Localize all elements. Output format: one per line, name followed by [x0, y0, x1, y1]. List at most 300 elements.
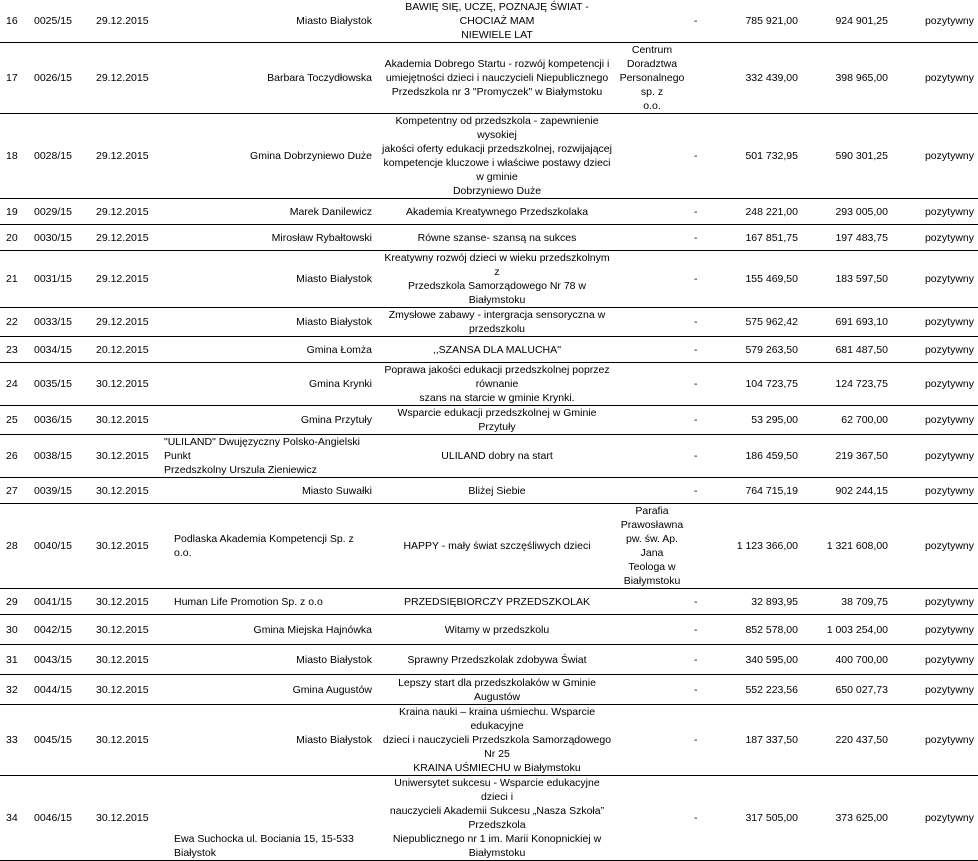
grant-amount-text: 579 263,50 [745, 343, 798, 356]
dash-marker-text: - [694, 623, 698, 636]
application-number [30, 675, 94, 705]
submission-date-text: 30.12.2015 [96, 623, 149, 636]
grant-amount [726, 199, 802, 225]
application-number-text: 0045/15 [34, 734, 72, 746]
grant-amount-text: 248 221,00 [745, 205, 798, 218]
row-number-text: 26 [6, 450, 18, 462]
table-row [0, 615, 978, 645]
project-title [380, 776, 614, 861]
evaluation-result-text: pozytywny [924, 343, 974, 356]
total-amount-text: 691 693,10 [835, 316, 888, 328]
total-amount [802, 478, 896, 504]
dash-marker [690, 199, 726, 225]
dash-marker [690, 675, 726, 705]
project-title-text: Kreatywny rozwój dzieci w wieku przedszkolnym z Przedszkola Samorządowego Nr 78 w Białymstoku [384, 252, 610, 306]
table-row [0, 43, 978, 114]
applicant-name [160, 406, 380, 435]
row-number-text: 17 [6, 72, 18, 84]
dash-marker-text: - [694, 812, 698, 824]
grant-amount [726, 43, 802, 114]
row-number-text: 16 [6, 15, 18, 27]
project-title [380, 406, 614, 435]
evaluation-result [896, 43, 978, 114]
evaluation-result-text: pozytywny [924, 414, 974, 426]
evaluation-result-text: pozytywny [924, 812, 974, 824]
applicant-name-text: Miasto Białystok [296, 273, 372, 285]
dash-marker [690, 406, 726, 435]
table-row [0, 504, 978, 589]
application-number-text: 0028/15 [34, 150, 72, 162]
project-title [380, 645, 614, 675]
table-row [0, 589, 978, 615]
project-title-text: Bliżej Siebie [468, 484, 526, 497]
row-number [0, 776, 30, 861]
submission-date [94, 615, 160, 645]
applicant-name [160, 363, 380, 406]
application-number [30, 504, 94, 589]
row-number [0, 615, 30, 645]
total-amount [802, 114, 896, 199]
grant-amount [726, 363, 802, 406]
applicant-name-text: Gmina Miejska Hajnówka [253, 623, 372, 636]
evaluation-result [896, 114, 978, 199]
applicant-name-text: Miasto Białystok [296, 15, 372, 27]
dash-marker-text: - [694, 595, 698, 608]
total-amount [802, 337, 896, 363]
dash-marker [690, 615, 726, 645]
application-number-text: 0039/15 [34, 484, 72, 497]
total-amount-text: 650 027,73 [835, 683, 888, 696]
dash-marker [690, 363, 726, 406]
project-title [380, 615, 614, 645]
applicant-name [160, 225, 380, 251]
dash-marker [690, 478, 726, 504]
submission-date [94, 705, 160, 776]
total-amount-text: 219 367,50 [835, 450, 888, 462]
partner-name-text: Parafia Prawosławna pw. św. Ap. Jana Teologa w Białymstoku [620, 505, 684, 587]
application-number [30, 43, 94, 114]
application-number-text: 0044/15 [34, 683, 72, 696]
application-number-text: 0046/15 [34, 812, 72, 824]
dash-marker [690, 225, 726, 251]
dash-marker [690, 705, 726, 776]
applicant-name [160, 435, 380, 478]
row-number-text: 18 [6, 150, 18, 162]
evaluation-result-text: pozytywny [924, 15, 974, 27]
submission-date-text: 30.12.2015 [96, 450, 149, 462]
project-title [380, 43, 614, 114]
project-title [380, 251, 614, 308]
grant-amount-text: 785 921,00 [745, 15, 798, 27]
grant-amount-text: 764 715,19 [745, 484, 798, 497]
row-number [0, 406, 30, 435]
project-title [380, 337, 614, 363]
row-number [0, 363, 30, 406]
total-amount-text: 183 597,50 [835, 273, 888, 285]
total-amount [802, 645, 896, 675]
evaluation-result-text: pozytywny [924, 378, 974, 390]
total-amount [802, 199, 896, 225]
table-row [0, 776, 978, 861]
submission-date-text: 30.12.2015 [96, 484, 149, 497]
project-title-text: Akademia Kreatywnego Przedszkolaka [405, 205, 589, 218]
table-row [0, 675, 978, 705]
project-title-text: Zmysłowe zabawy - intergracja sensoryczna w przedszkolu [388, 309, 606, 335]
grant-amount [726, 337, 802, 363]
submission-date-text: 29.12.2015 [96, 205, 149, 218]
evaluation-result [896, 645, 978, 675]
application-number [30, 645, 94, 675]
application-number-text: 0038/15 [34, 450, 72, 462]
project-title-text: PRZEDSIĘBIORCZY PRZEDSZKOLAK [404, 595, 590, 608]
submission-date-text: 29.12.2015 [96, 72, 149, 84]
grant-amount [726, 504, 802, 589]
applicant-name-text: Ewa Suchocka ul. Bociania 15, 15-533 Białystok [174, 833, 354, 859]
row-number-text: 33 [6, 734, 18, 746]
project-title-text: Witamy w przedszkolu [444, 623, 550, 636]
total-amount-text: 681 487,50 [835, 343, 888, 356]
submission-date [94, 363, 160, 406]
table-row [0, 705, 978, 776]
applicant-name [160, 251, 380, 308]
applicant-name [160, 645, 380, 675]
project-title-text: Kompetentny od przedszkola - zapewnienie wysokiej jakości oferty edukacji przedszkolnej, rozwijającej kompetencje kluczowe i właściwe postawy dzieci w gminie Dobrzyniewo Duże [382, 115, 612, 197]
application-number-text: 0025/15 [34, 15, 72, 27]
partner-name [614, 308, 690, 337]
applicant-name-text: Podlaska Akademia Kompetencji Sp. z o.o. [174, 533, 354, 559]
grant-amount-text: 501 732,95 [745, 150, 798, 162]
total-amount [802, 0, 896, 43]
project-title-text: Uniwersytet sukcesu - Wsparcie edukacyjne dzieci i nauczycieli Akademii Sukcesu „Nasza Szkoła” Przedszkola Niepublicznego nr 1 im. Marii Konopnickiej w Białymstoku [389, 777, 605, 859]
grant-amount-text: 167 851,75 [745, 231, 798, 244]
partner-name [614, 589, 690, 615]
project-title-text: ULILAND dobry na start [441, 450, 553, 462]
application-number-text: 0041/15 [34, 595, 72, 608]
submission-date-text: 30.12.2015 [96, 540, 149, 552]
evaluation-result-text: pozytywny [924, 273, 974, 285]
application-number [30, 615, 94, 645]
applicant-name-text: Miasto Suwałki [301, 484, 372, 497]
submission-date-text: 20.12.2015 [96, 343, 149, 356]
application-number-text: 0036/15 [34, 414, 72, 426]
partner-name [614, 645, 690, 675]
evaluation-result-text: pozytywny [924, 653, 974, 666]
row-number-text: 23 [6, 343, 18, 356]
table-row [0, 225, 978, 251]
application-number [30, 478, 94, 504]
application-number [30, 251, 94, 308]
partner-name [614, 615, 690, 645]
submission-date [94, 645, 160, 675]
table-row [0, 199, 978, 225]
total-amount [802, 776, 896, 861]
dash-marker-text: - [694, 378, 698, 390]
dash-marker-text: - [694, 484, 698, 497]
partner-name [614, 114, 690, 199]
grant-amount-text: 552 223,56 [745, 683, 798, 696]
applicant-name [160, 705, 380, 776]
grant-amount-text: 155 469,50 [745, 273, 798, 285]
partner-name [614, 0, 690, 43]
total-amount [802, 705, 896, 776]
application-number [30, 435, 94, 478]
submission-date-text: 30.12.2015 [96, 653, 149, 666]
grant-amount [726, 435, 802, 478]
project-title-text: Akademia Dobrego Startu - rozwój kompetencji i umiejętności dzieci i nauczycieli Niepublicznego Przedszkola nr 3 "Promyczek" w Białymstoku [384, 58, 610, 98]
applicant-name-text: Gmina Dobrzyniewo Duże [250, 150, 372, 162]
applicant-name-text: Barbara Toczydłowska [267, 72, 372, 84]
row-number-text: 27 [6, 484, 18, 497]
submission-date-text: 29.12.2015 [96, 15, 149, 27]
table-row [0, 114, 978, 199]
partner-name [614, 675, 690, 705]
partner-name [614, 199, 690, 225]
total-amount-text: 1 321 608,00 [826, 540, 888, 552]
total-amount [802, 675, 896, 705]
project-title [380, 363, 614, 406]
dash-marker [690, 435, 726, 478]
project-title-text: Poprawa jakości edukacji przedszkolnej poprzez równanie szans na starcie w gminie Krynki. [384, 364, 610, 404]
row-number [0, 435, 30, 478]
row-number-text: 21 [6, 273, 18, 285]
applicant-name-text: Gmina Łomża [306, 343, 372, 356]
applicant-name-text: Gmina Augustów [292, 683, 372, 696]
row-number [0, 43, 30, 114]
application-number-text: 0030/15 [34, 231, 72, 244]
project-title [380, 705, 614, 776]
application-number [30, 406, 94, 435]
dash-marker-text: - [694, 150, 698, 162]
applicant-name [160, 199, 380, 225]
partner-name [614, 225, 690, 251]
total-amount-text: 902 244,15 [835, 484, 888, 497]
row-number-text: 31 [6, 653, 18, 666]
partner-name [614, 406, 690, 435]
application-number [30, 705, 94, 776]
grant-amount-text: 575 962,42 [745, 316, 798, 328]
row-number [0, 308, 30, 337]
application-number-text: 0043/15 [34, 653, 72, 666]
dash-marker [690, 308, 726, 337]
applicant-name [160, 478, 380, 504]
dash-marker [690, 504, 726, 589]
grant-amount-text: 186 459,50 [745, 450, 798, 462]
row-number-text: 20 [6, 231, 18, 244]
total-amount [802, 504, 896, 589]
dash-marker [690, 589, 726, 615]
evaluation-result-text: pozytywny [924, 734, 974, 746]
project-title-text: BAWIĘ SIĘ, UCZĘ, POZNAJĘ ŚWIAT - CHOCIAŻ MAM NIEWIELE LAT [405, 1, 589, 41]
applicant-name-text: Miasto Białystok [296, 734, 372, 746]
project-title [380, 435, 614, 478]
total-amount [802, 308, 896, 337]
grant-amount-text: 32 893,95 [751, 595, 798, 608]
submission-date [94, 225, 160, 251]
evaluation-result-text: pozytywny [924, 231, 974, 244]
evaluation-result [896, 675, 978, 705]
application-number [30, 0, 94, 43]
evaluation-result-text: pozytywny [924, 540, 974, 552]
grant-amount [726, 589, 802, 615]
submission-date-text: 30.12.2015 [96, 812, 149, 824]
applicant-name [160, 0, 380, 43]
evaluation-result [896, 478, 978, 504]
evaluation-result-text: pozytywny [924, 595, 974, 608]
evaluation-result [896, 225, 978, 251]
evaluation-result-text: pozytywny [924, 450, 974, 462]
applicant-name-text: "ULILAND" Dwujęzyczny Polsko-Angielski Punkt Przedszkolny Urszula Zieniewicz [164, 436, 360, 476]
evaluation-result-text: pozytywny [924, 150, 974, 162]
total-amount-text: 400 700,00 [835, 653, 888, 666]
dash-marker [690, 776, 726, 861]
submission-date-text: 30.12.2015 [96, 734, 149, 746]
grant-amount [726, 478, 802, 504]
applicant-name-text: Miasto Białystok [296, 316, 372, 328]
grant-amount [726, 675, 802, 705]
project-title [380, 589, 614, 615]
grant-amount [726, 705, 802, 776]
submission-date [94, 406, 160, 435]
dash-marker-text: - [694, 683, 698, 696]
grant-amount [726, 615, 802, 645]
total-amount [802, 406, 896, 435]
submission-date-text: 29.12.2015 [96, 316, 149, 328]
grant-amount-text: 340 595,00 [745, 653, 798, 666]
dash-marker-text: - [694, 15, 698, 27]
row-number [0, 0, 30, 43]
table-row [0, 308, 978, 337]
dash-marker [690, 0, 726, 43]
evaluation-result-text: pozytywny [924, 683, 974, 696]
dash-marker-text: - [694, 734, 698, 746]
dash-marker [690, 251, 726, 308]
submission-date [94, 199, 160, 225]
grant-amount [726, 406, 802, 435]
submission-date [94, 0, 160, 43]
evaluation-result-text: pozytywny [924, 316, 974, 328]
partner-name [614, 504, 690, 589]
applicant-name [160, 615, 380, 645]
evaluation-result [896, 589, 978, 615]
row-number [0, 225, 30, 251]
applicant-name-text: Gmina Przytuły [300, 414, 372, 426]
row-number-text: 29 [6, 595, 18, 608]
grant-amount [726, 114, 802, 199]
row-number [0, 251, 30, 308]
applicant-name-text: Marek Danilewicz [289, 205, 372, 218]
row-number-text: 19 [6, 205, 18, 218]
submission-date [94, 675, 160, 705]
applicant-name [160, 337, 380, 363]
dash-marker [690, 43, 726, 114]
evaluation-result-text: pozytywny [924, 72, 974, 84]
submission-date [94, 308, 160, 337]
partner-name [614, 435, 690, 478]
applicant-name-text: Gmina Krynki [308, 378, 372, 390]
project-title [380, 114, 614, 199]
dash-marker [690, 337, 726, 363]
grant-amount-text: 332 439,00 [745, 72, 798, 84]
grant-amount [726, 776, 802, 861]
row-number-text: 22 [6, 316, 18, 328]
total-amount-text: 373 625,00 [835, 812, 888, 824]
row-number [0, 705, 30, 776]
evaluation-result [896, 406, 978, 435]
submission-date [94, 478, 160, 504]
dash-marker-text: - [694, 343, 698, 356]
total-amount-text: 220 437,50 [835, 734, 888, 746]
application-number [30, 589, 94, 615]
project-title [380, 0, 614, 43]
application-number [30, 308, 94, 337]
project-title [380, 225, 614, 251]
total-amount-text: 197 483,75 [835, 231, 888, 244]
table-row [0, 478, 978, 504]
project-title-text: Równe szanse- szansą na sukces [417, 231, 577, 244]
applicant-name [160, 675, 380, 705]
application-number [30, 337, 94, 363]
grant-amount [726, 308, 802, 337]
project-title-text: HAPPY - mały świat szczęśliwych dzieci [403, 540, 591, 552]
submission-date [94, 589, 160, 615]
partner-name [614, 43, 690, 114]
row-number [0, 199, 30, 225]
total-amount-text: 38 709,75 [841, 595, 888, 608]
dash-marker [690, 114, 726, 199]
row-number-text: 24 [6, 378, 18, 390]
applicant-name-text: Human Life Promotion Sp. z o.o [174, 595, 323, 608]
project-title-text: Kraina nauki – kraina uśmiechu. Wsparcie edukacyjne dzieci i nauczycieli Przedszkola Samorządowego Nr 25 KRAINA UŚMIECHU w Białymstoku [382, 706, 612, 774]
evaluation-result-text: pozytywny [924, 623, 974, 636]
row-number-text: 34 [6, 812, 18, 824]
total-amount-text: 62 700,00 [841, 414, 888, 426]
grant-amount-text: 53 295,00 [751, 414, 798, 426]
total-amount-text: 1 003 254,00 [826, 623, 888, 636]
row-number [0, 504, 30, 589]
row-number [0, 114, 30, 199]
row-number [0, 675, 30, 705]
application-number [30, 225, 94, 251]
submission-date [94, 251, 160, 308]
partner-name [614, 776, 690, 861]
evaluation-result [896, 615, 978, 645]
total-amount-text: 924 901,25 [835, 15, 888, 27]
dash-marker-text: - [694, 450, 698, 462]
total-amount-text: 398 965,00 [835, 72, 888, 84]
table-row [0, 0, 978, 43]
total-amount [802, 589, 896, 615]
project-title-text: Wsparcie edukacji przedszkolnej w Gminie Przytuły [397, 407, 597, 433]
submission-date-text: 29.12.2015 [96, 273, 149, 285]
evaluation-result [896, 705, 978, 776]
submission-date [94, 337, 160, 363]
evaluation-result [896, 337, 978, 363]
table-row [0, 363, 978, 406]
application-number-text: 0033/15 [34, 316, 72, 328]
partner-name [614, 251, 690, 308]
total-amount-text: 293 005,00 [835, 205, 888, 218]
evaluation-result [896, 776, 978, 861]
application-number [30, 776, 94, 861]
submission-date-text: 30.12.2015 [96, 595, 149, 608]
row-number-text: 28 [6, 540, 18, 552]
dash-marker [690, 645, 726, 675]
project-title-text: Lepszy start dla przedszkolaków w Gminie Augustów [398, 676, 596, 703]
partner-name [614, 337, 690, 363]
dash-marker-text: - [694, 316, 698, 328]
row-number [0, 478, 30, 504]
grant-amount [726, 0, 802, 43]
